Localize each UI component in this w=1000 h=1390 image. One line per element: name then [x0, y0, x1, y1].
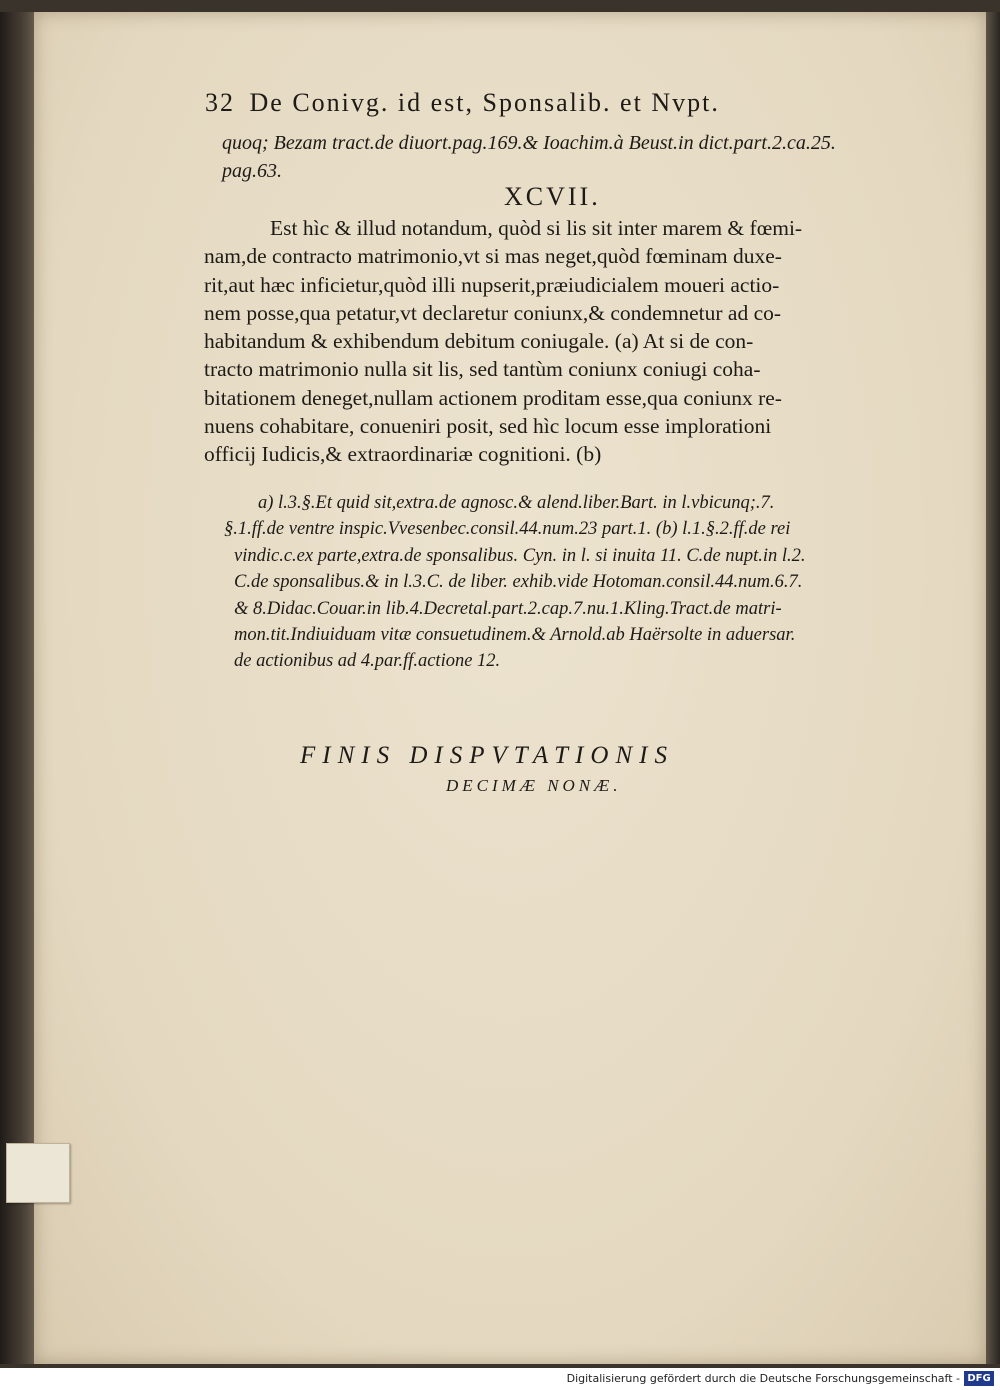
body-line: Est hìc & illud notandum, quòd si lis sit inter marem & fœmi- [270, 216, 803, 240]
note-line: mon.tit.Indiuiduam vitæ consuetudinem.& Arnold.ab Haërsolte in aduersar. [234, 624, 796, 645]
reference-line-1: quoq; Bezam tract.de diuort.pag.169.& Ioachim.à Beust.in dict.part.2.ca.25. [222, 132, 836, 154]
dfg-logo-icon: DFG [964, 1371, 994, 1386]
footer-credit: Digitalisierung gefördert durch die Deutsche Forschungsgemeinschaft - [566, 1372, 960, 1385]
running-title: De Conivg. id est, Sponsalib. et Nvpt. [249, 88, 720, 117]
body-line: nuens cohabitare, conueniri posit, sed hìc locum esse implorationi [204, 414, 772, 439]
note-line: de actionibus ad 4.par.ff.actione 12. [234, 651, 501, 672]
digitization-footer [0, 1368, 1000, 1390]
note-line: vindic.c.ex parte,extra.de sponsalibus. Cyn. in l. si inuita 11. C.de nupt.in l.2. [234, 545, 806, 566]
running-header [205, 88, 925, 124]
note-line: a) l.3.§.Et quid sit,extra.de agnosc.& alend.liber.Bart. in l.vbicunq;.7. [258, 493, 775, 513]
note-line: & 8.Didac.Couar.in lib.4.Decretal.part.2.cap.7.nu.1.Kling.Tract.de matri- [234, 598, 782, 619]
footnotes [204, 490, 944, 675]
body-line: tracto matrimonio nulla sit lis, sed tantùm coniunx coniugi coha- [204, 357, 761, 382]
body-text [204, 214, 944, 469]
finis-title: FINIS DISPVTATIONIS [300, 742, 674, 769]
body-line: nem posse,qua petatur,vt declaretur coniunx,& condemnetur ad co- [204, 300, 782, 325]
page-right-edge [986, 12, 1000, 1364]
finis-subtitle: DECIMÆ NONÆ. [446, 776, 622, 795]
page-number: 32 [205, 88, 235, 117]
reference-line-2: pag.63. [222, 160, 282, 182]
body-line: habitandum & exhibendum debitum coniugale. (a) At si de con- [204, 329, 754, 354]
paper-tab-marker [6, 1143, 70, 1203]
note-line: §.1.ff.de ventre inspic.Vvesenbec.consil.44.num.23 part.1. (b) l.1.§.2.ff.de rei [224, 519, 791, 540]
body-line: rit,aut hæc inficietur,quòd illi nupserit,præiudicialem moueri actio- [204, 272, 780, 297]
section-numeral: XCVII. [504, 182, 601, 211]
body-line: nam,de contracto matrimonio,vt si mas neget,quòd fœminam duxe- [204, 244, 782, 269]
body-line: bitationem deneget,nullam actionem proditam esse,qua coniunx re- [204, 385, 782, 410]
note-line: C.de sponsalibus.& in l.3.C. de liber. exhib.vide Hotoman.consil.44.num.6.7. [234, 572, 803, 593]
body-line: officij Iudicis,& extraordinariæ cognitioni. (b) [204, 442, 602, 467]
